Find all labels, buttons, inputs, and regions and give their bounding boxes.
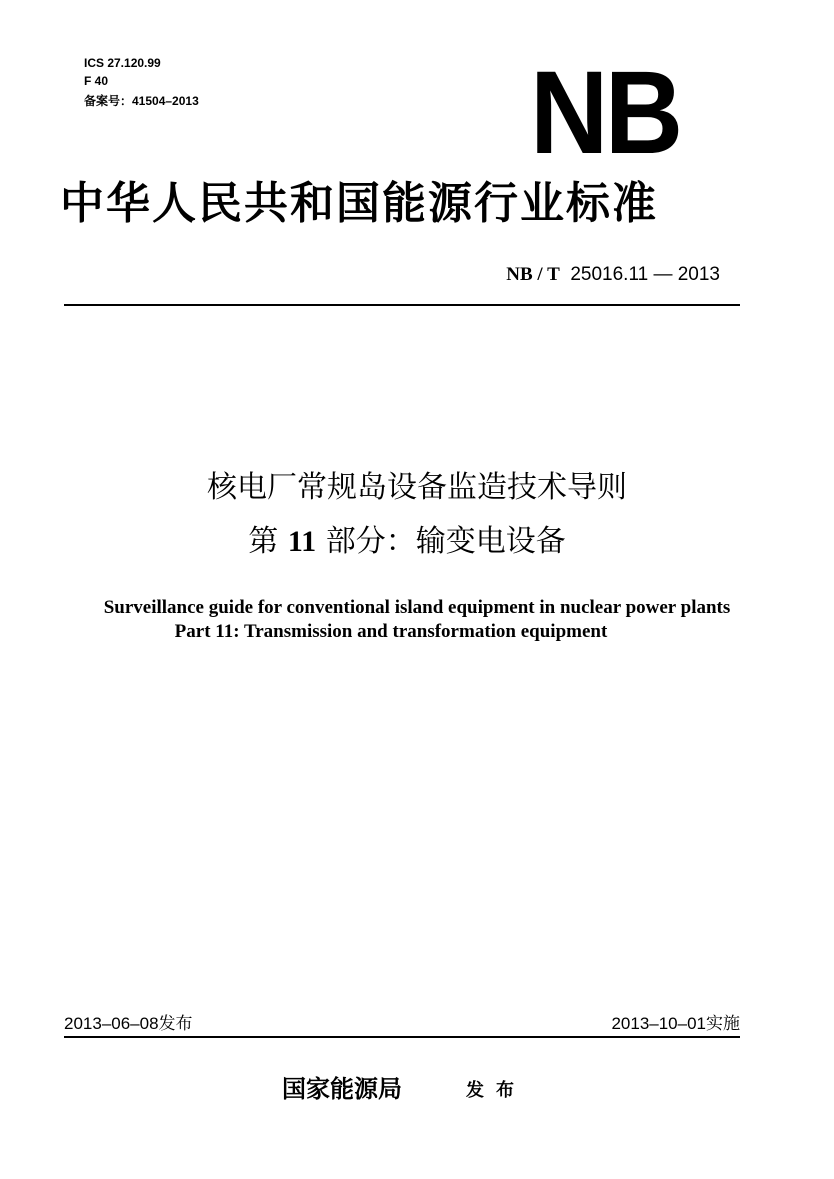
org-title: 中华人民共和国能源行业标准 [60, 178, 658, 229]
title-en-line1: Surveillance guide for conventional island equipment in nuclear power plants [103, 597, 731, 618]
standard-code: 25016.11 — 2013 [570, 264, 720, 285]
implementation-date: 2013–10–01实施 [611, 1014, 740, 1033]
issuer-name: 国家能源局 [282, 1074, 402, 1103]
bottom-divider [64, 1036, 740, 1038]
standard-prefix: NB / T [506, 264, 560, 285]
ics-code: ICS 27.120.99 [84, 56, 161, 70]
issue-date: 2013–06–08发布 [64, 1014, 193, 1033]
issuer-action: 发布 [466, 1080, 526, 1101]
classification-code: F 40 [84, 74, 109, 88]
title-zh-part-name: 部分：输变电设备 [325, 524, 566, 559]
top-divider [64, 304, 740, 306]
title-zh-part-prefix: 第 [248, 524, 279, 559]
standard-number [506, 262, 720, 288]
title-zh-line2 [0, 520, 824, 564]
nb-logo: NB [530, 47, 680, 179]
title-zh-line1: 核电厂常规岛设备监造技术导则 [207, 470, 627, 505]
filing-number: 备案号：41504–2013 [84, 94, 199, 108]
title-zh-part-number: 11 [287, 525, 317, 558]
title-en-line2: Part 11: Transmission and transformation equipment [174, 621, 608, 642]
